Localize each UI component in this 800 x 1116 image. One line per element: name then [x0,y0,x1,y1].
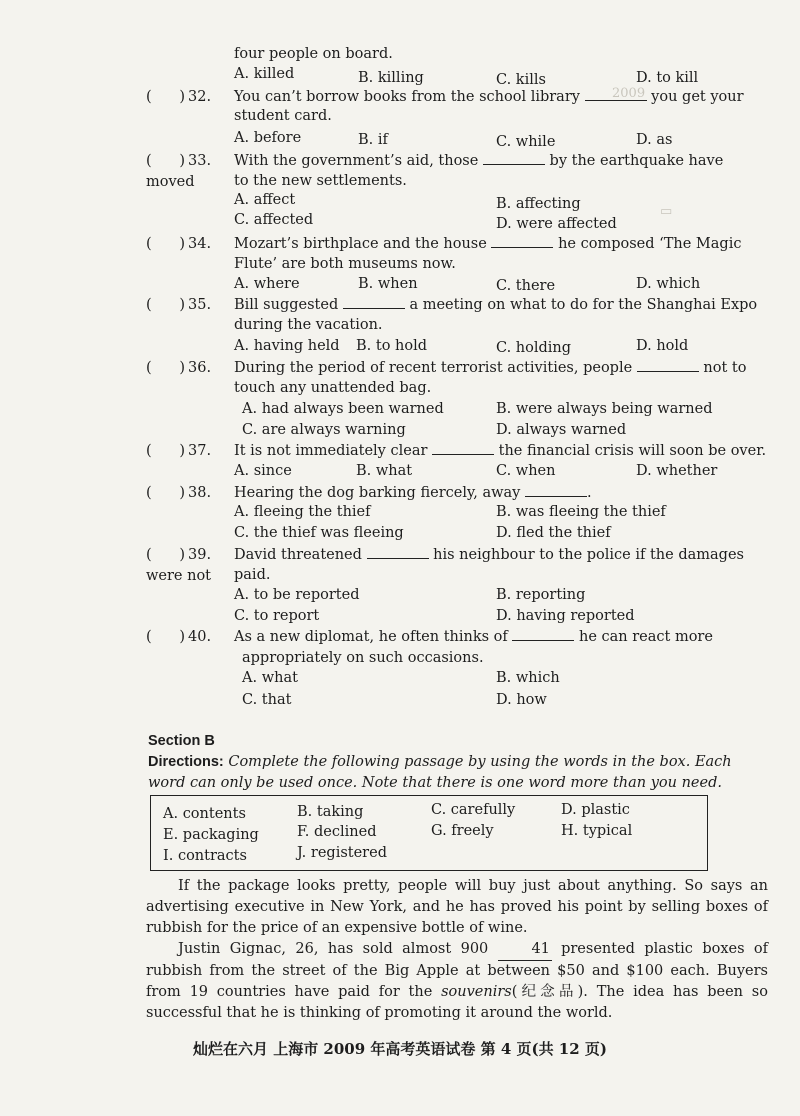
question-38: ( ) 38. Hearing the dog barking fiercely, away . [146,482,768,504]
word-box-item: F. declined [297,824,377,840]
q35-option-b: B. to hold [356,338,428,354]
section-b-directions [148,752,768,794]
q34-option-a: A. where [234,276,300,292]
question-39: ( ) 39. David threatened his neighbour to the police if the damages were not [146,544,768,587]
q33-option-d: D. were affected [496,216,617,232]
directions-label: Directions: [148,754,224,770]
q32-option-d: D. as [636,132,673,148]
q32-option-b: B. if [358,132,388,148]
answer-blank-41[interactable]: 41 [498,939,552,961]
q31-option-b: B. killing [358,70,424,86]
q33-option-b: B. affecting [496,196,581,212]
bleed-through-mark: ▭ [660,204,673,219]
answer-parens[interactable]: ( ) [146,236,185,252]
answer-blank [525,482,587,497]
answer-parens[interactable]: ( ) [146,629,185,645]
question-36-cont: touch any unattended bag. [234,380,432,396]
word-box-item: E. packaging [163,827,259,843]
q32-option-a: A. before [234,130,302,146]
q31-tail-text: four people on board. [234,46,393,62]
word-box-item: I. contracts [163,848,247,864]
q37-option-d: D. whether [636,463,718,479]
q36-option-b: B. were always being warned [496,401,713,417]
q34-option-c: C. there [496,278,556,294]
passage-paragraph-2: Justin Gignac, 26, has sold almost 900 41 presented plastic boxes of rubbish from the street of the Big Apple at between $50 and $100 each. Buyers from 19 countries have paid for the souvenirs(纪念品). The idea has been so successful that he is thinking of promoting it around the world. [146,941,769,1021]
q36-option-c: C. are always warning [242,422,406,438]
answer-blank [483,150,545,165]
answer-blank [585,86,647,101]
section-b-title: Section B [148,733,215,749]
word-box-item: J. registered [297,845,387,861]
answer-parens[interactable]: ( ) [146,297,185,313]
question-34-cont: Flute’ are both museums now. [234,256,456,272]
question-36: ( ) 36. During the period of recent terrorist activities, people not to [146,357,768,379]
directions-text: Complete the following passage by using the words in the box. Each word can only be used once. Note that there is one word more than you need. [148,754,732,791]
answer-parens[interactable]: ( ) [146,443,185,459]
page-footer: 灿烂在六月 上海市 2009 年高考英语试卷 第 4 页(共 12 页) [192,1040,608,1058]
answer-parens[interactable]: ( ) [146,89,185,105]
q35-option-a: A. having held [234,338,340,354]
q36-option-a: A. had always been warned [242,401,444,417]
question-35-cont: during the vacation. [234,317,383,333]
question-40: ( ) 40. As a new diplomat, he often thinks of he can react more [146,626,768,648]
word-box-item: A. contents [163,806,246,822]
answer-blank [491,233,553,248]
word-box-item: G. freely [431,823,494,839]
question-32-cont: student card. [234,108,332,124]
answer-parens[interactable]: ( ) [146,360,185,376]
q40-option-d: D. how [496,692,547,708]
answer-blank [637,357,699,372]
q39-option-b: B. reporting [496,587,586,603]
q35-option-d: D. hold [636,338,689,354]
question-33-cont: to the new settlements. [234,173,407,189]
q32-option-c: C. while [496,134,556,150]
q40-option-a: A. what [242,670,298,686]
question-40-cont: appropriately on such occasions. [242,650,484,666]
word-box [150,795,708,871]
q37-option-b: B. what [356,463,413,479]
q39-option-c: C. to report [234,608,320,624]
question-39-cont: paid. [234,567,271,583]
passage-paragraph-1: If the package looks pretty, people will buy just about anything. So says an advertising executive in New York, and he has proved his point by selling boxes of rubbish for the price of an expensive bottle of wine. [146,878,768,936]
q34-option-d: D. which [636,276,701,292]
answer-parens[interactable]: ( ) [146,153,185,169]
q38-option-b: B. was fleeing the thief [496,504,666,520]
q31-option-a: A. killed [234,66,295,82]
q36-option-d: D. always warned [496,422,627,438]
word-box-item: D. plastic [561,802,630,818]
answer-blank [432,440,494,455]
q37-option-c: C. when [496,463,556,479]
q34-option-b: B. when [358,276,418,292]
word-box-item: H. typical [561,823,633,839]
q38-option-a: A. fleeing the thief [234,504,371,520]
q37-option-a: A. since [234,463,292,479]
q33-option-c: C. affected [234,212,314,228]
answer-parens[interactable]: ( ) [146,547,185,563]
word-box-item: B. taking [297,804,364,820]
question-37: ( ) 37. It is not immediately clear the financial crisis will soon be over. [146,440,768,462]
q40-option-b: B. which [496,670,560,686]
bleed-through-mark: 2009 [612,86,646,101]
question-35: ( ) 35. Bill suggested a meeting on what to do for the Shanghai Expo [146,294,768,316]
answer-parens[interactable]: ( ) [146,485,185,501]
answer-blank [343,294,405,309]
q33-option-a: A. affect [234,192,296,208]
q39-option-a: A. to be reported [234,587,360,603]
word-box-item: C. carefully [431,802,516,818]
q35-option-c: C. holding [496,340,572,356]
q39-option-d: D. having reported [496,608,635,624]
q31-option-c: C. kills [496,72,546,88]
q38-option-c: C. the thief was fleeing [234,525,404,541]
answer-blank [512,626,574,641]
question-32: ( ) 32. You can’t borrow books from the school library you get your [146,86,768,108]
q38-option-d: D. fled the thief [496,525,611,541]
question-33: ( ) 33. With the government’s aid, those by the earthquake have moved [146,150,768,193]
answer-blank [367,544,429,559]
q40-option-c: C. that [242,692,292,708]
question-34: ( ) 34. Mozart’s birthplace and the house he composed ‘The Magic [146,233,768,255]
q31-option-d: D. to kill [636,70,699,86]
